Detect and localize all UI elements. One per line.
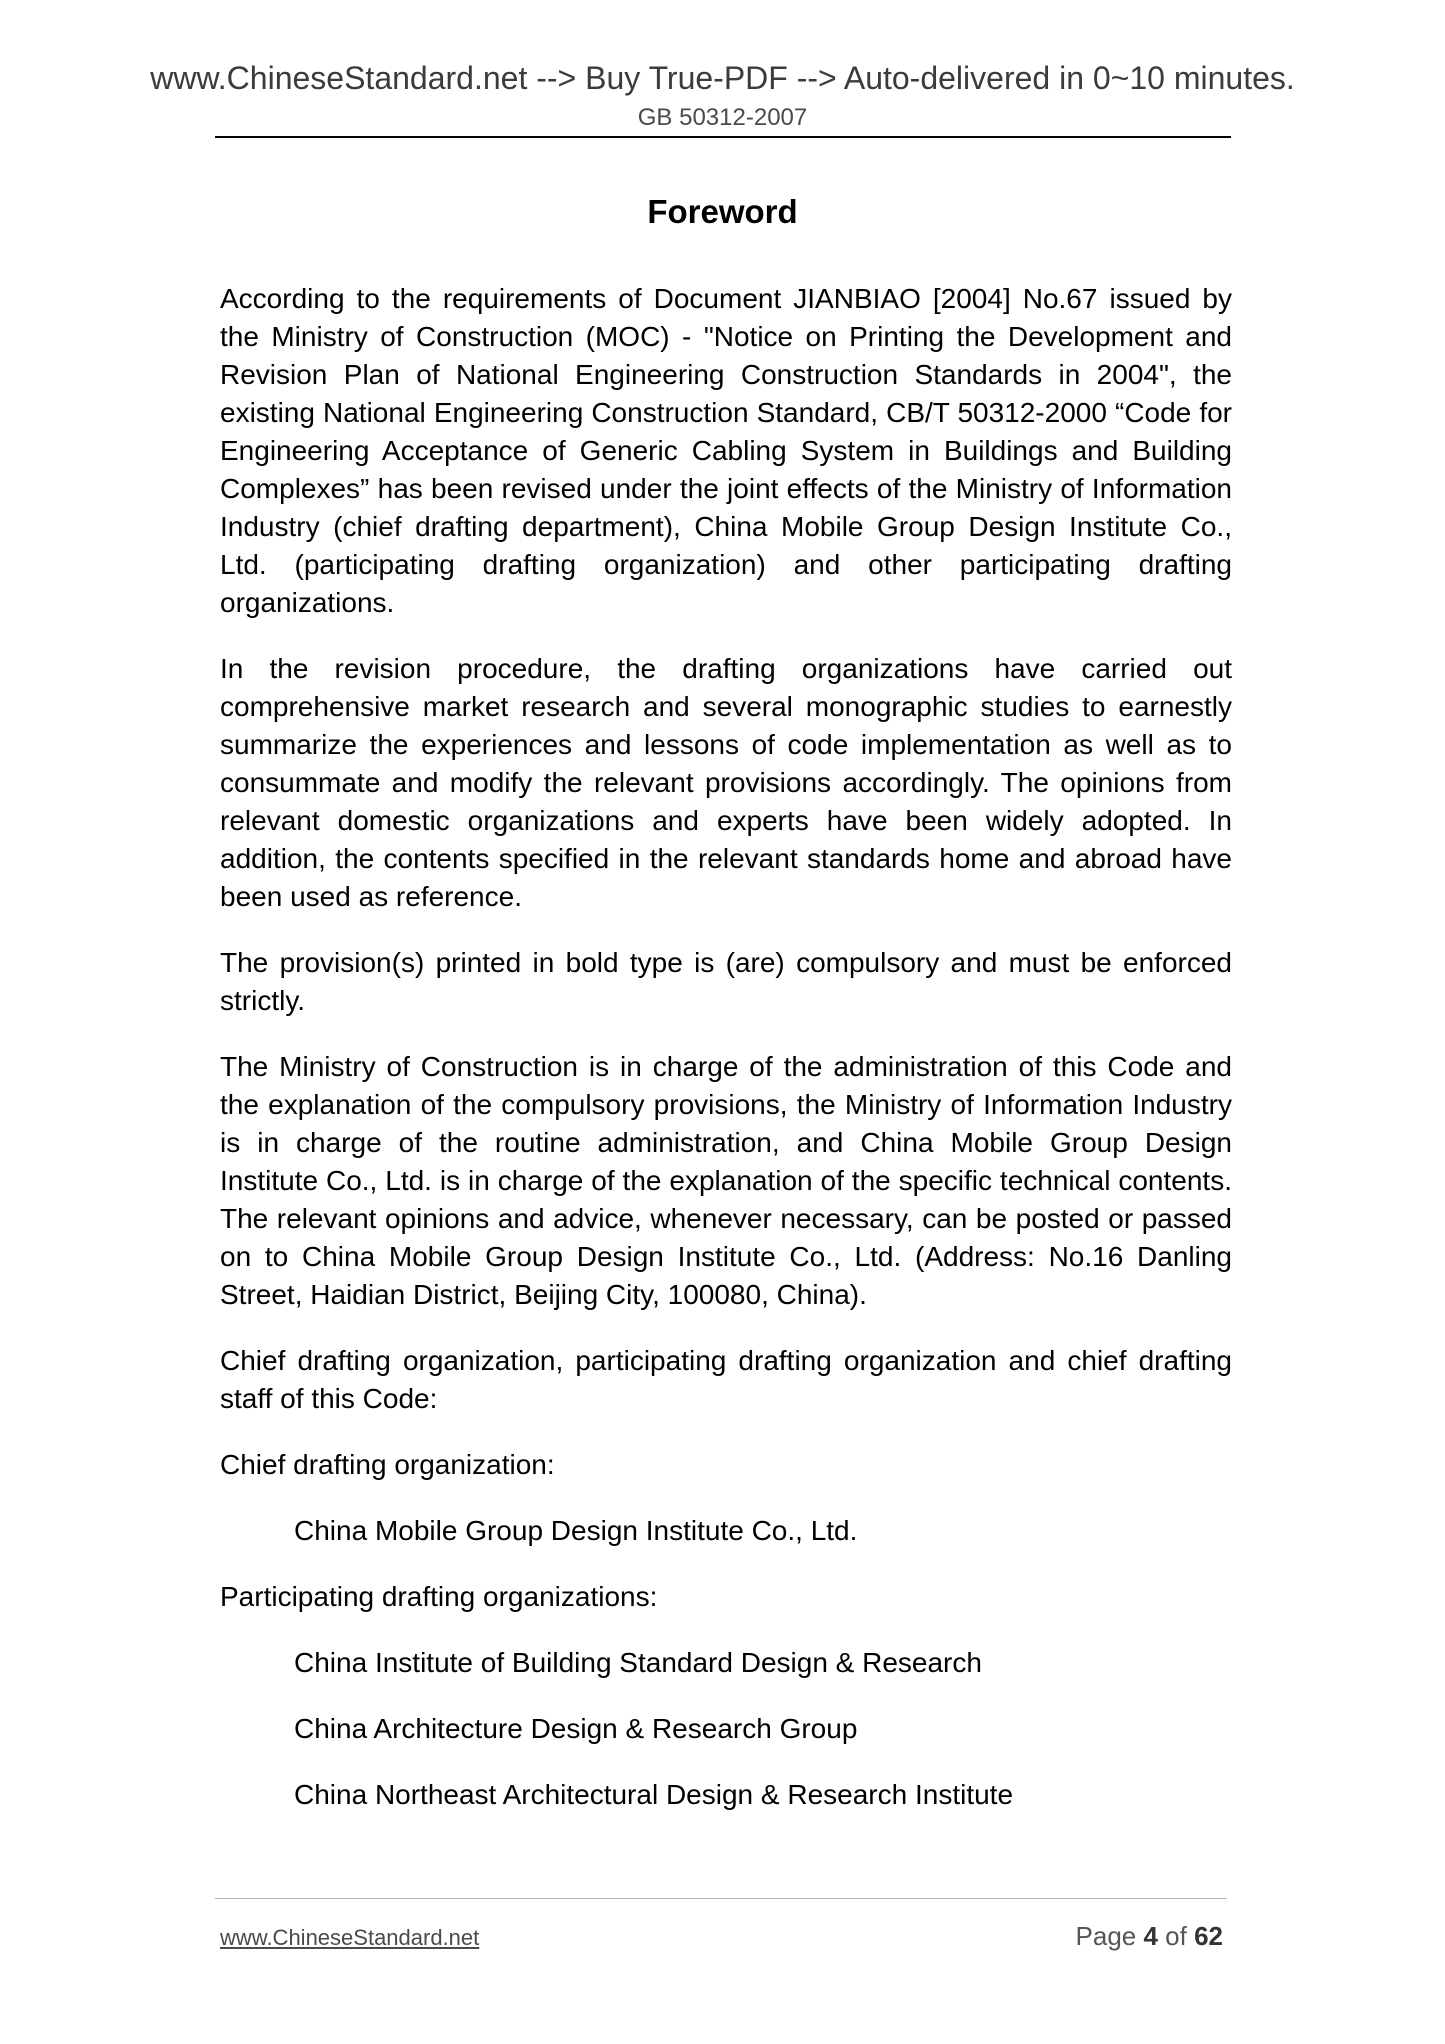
participating-org-item: China Architecture Design & Research Group: [294, 1713, 858, 1744]
page-of: of: [1157, 1921, 1195, 1951]
participating-org-item: China Institute of Building Standard Design & Research: [294, 1647, 982, 1678]
paragraph-administration: The Ministry of Construction is in charge of the administration of this Code and the explanation of the compulsory provisions, the Ministry of Information Industry is in charge of the routine administration, and China Mobile Group Design Institute Co., Ltd. is in charge of the explanation of the specific technical contents. The relevant opinions and advice, whenever necessary, can be posted or passed on to China Mobile Group Design Institute Co., Ltd. (Address: No.16 Danling Street, Haidian District, Beijing City, 100080, China).: [220, 1051, 1232, 1310]
chief-org-name: China Mobile Group Design Institute Co., Ltd.: [294, 1515, 858, 1546]
chief-org-label: Chief drafting organization:: [220, 1449, 555, 1480]
footer-divider: [215, 1898, 1227, 1899]
page-prefix: Page: [1075, 1921, 1144, 1951]
header-divider: [215, 136, 1231, 138]
paragraph-revision: In the revision procedure, the drafting organizations have carried out comprehensive market research and several monographic studies to earnestly summarize the experiences and lessons of code implementation as well as to consummate and modify the relevant provisions accordingly. The opinions from relevant domestic organizations and experts have been widely adopted. In addition, the contents specified in the relevant standards home and abroad have been used as reference.: [220, 653, 1232, 912]
total-pages: 62: [1194, 1921, 1223, 1951]
page-title: Foreword: [647, 193, 798, 230]
paragraph-drafting-intro: Chief drafting organization, participating drafting organization and chief drafting staff of this Code:: [220, 1345, 1232, 1414]
site-banner: www.ChineseStandard.net --> Buy True-PDF --> Auto-delivered in 0~10 minutes.: [150, 60, 1295, 96]
document-body: [220, 280, 1232, 1842]
standard-code: GB 50312-2007: [637, 104, 808, 131]
paragraph-compulsory: The provision(s) printed in bold type is (are) compulsory and must be enforced strictly.: [220, 947, 1232, 1016]
page-number: [1076, 1920, 1223, 1952]
participating-orgs-label: Participating drafting organizations:: [220, 1581, 658, 1612]
paragraph-requirements: According to the requirements of Document JIANBIAO [2004] No.67 issued by the Ministry of Construction (MOC) - "Notice on Printing the Development and Revision Plan of National Engineering Construction Standards in 2004", the existing National Engineering Construction Standard, CB/T 50312-2000 “Code for Engineering Acceptance of Generic Cabling System in Buildings and Building Complexes” has been revised under the joint effects of the Ministry of Information Industry (chief drafting department), China Mobile Group Design Institute Co., Ltd. (participating drafting organization) and other participating drafting organizations.: [220, 283, 1232, 618]
current-page: 4: [1143, 1921, 1158, 1951]
footer-site-link[interactable]: www.ChineseStandard.net: [220, 1925, 480, 1950]
participating-org-item: China Northeast Architectural Design & Research Institute: [294, 1779, 1014, 1810]
